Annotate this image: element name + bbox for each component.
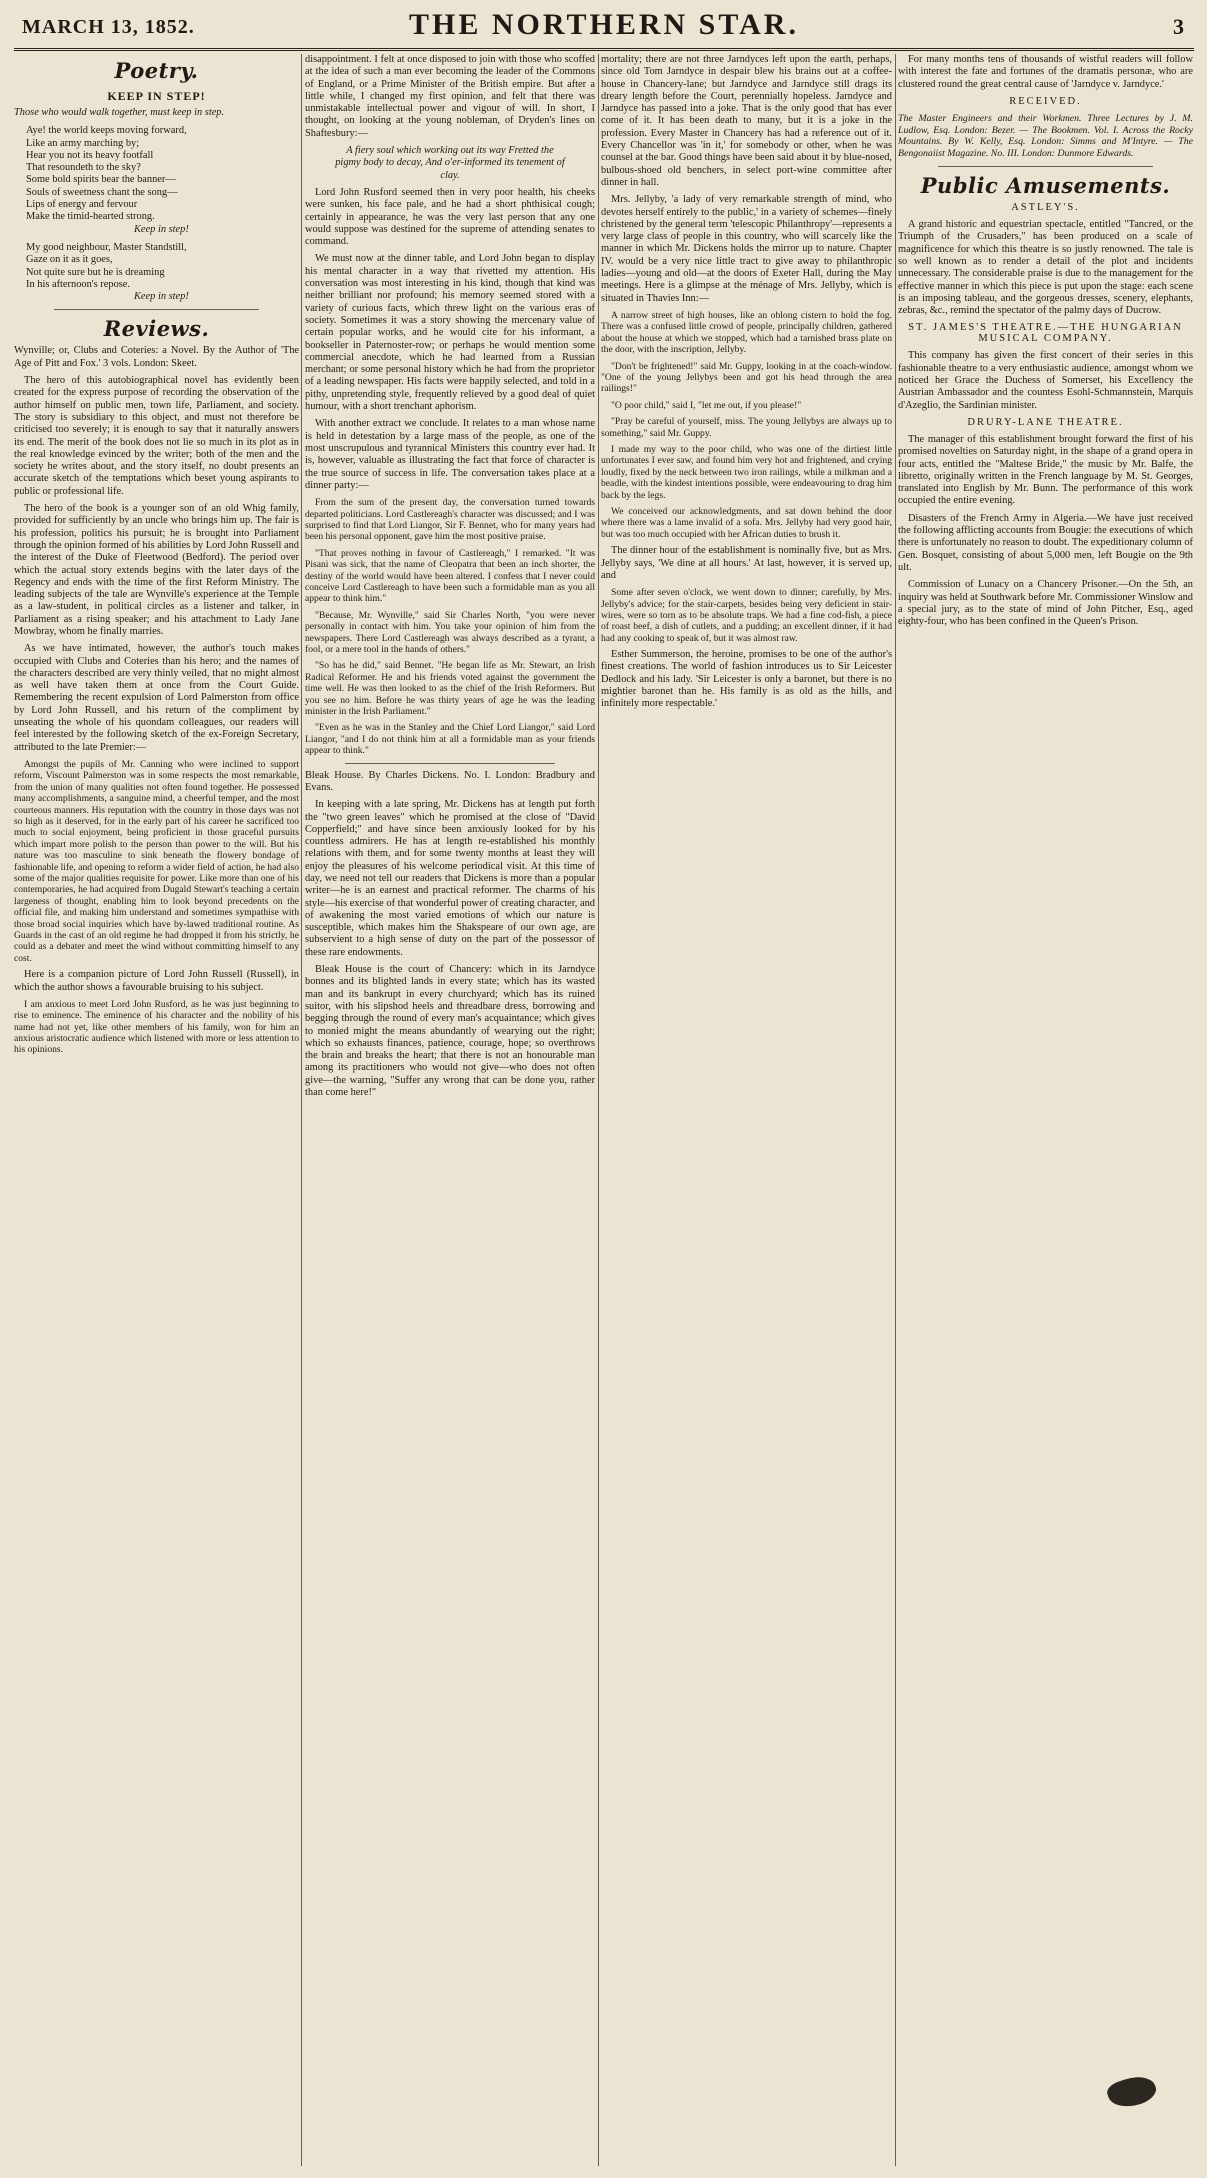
divider xyxy=(938,166,1153,167)
poem-line: Some bold spirits bear the banner— xyxy=(26,174,176,186)
article-paragraph: A grand historic and equestrian spectacle, entitled "Tancred, or the Triumph of the Crusaders," has been produced on a scale of magnificence for which this theatre is so justly renowned. The tale is so well known as to render a detail of the plot and incidents unnecessary. The considerable praise is due to the management for the effective manner in which this piece is put upon the stage: each scene is an imposing tableau, and the gorgeous dresses, scenery, elephants, zebras, &c., remind the spectator of the palmy days of Ducrow. xyxy=(898,219,1193,317)
article-paragraph: Here is a companion picture of Lord John Russell (Russell), in which the author shows a favourable bruising to his subject. xyxy=(14,969,299,993)
poem-line: My good neighbour, Master Standstill, xyxy=(26,241,187,253)
newspaper-title: THE NORTHERN STAR. xyxy=(409,8,799,41)
article-paragraph: Bleak House is the court of Chancery: which in its Jarndyce bonnes and its blighted lands in every state; which has its wasted man and its bankrupt in every churchyard; which has its ruined suitor, with his slipshod heels and threadbare dress, borrowing and begging through the round of every man's acquaintance; which gives to monied might the means abundantly of wearying out the right; which so exhausts finances, patience, courage, hope; so overthrows the brain and breaks the heart; that there is not an honourable man among its practitioners who would not give—who does not often give—the warning, "Suffer any wrong that can be done you, rather than come here!" xyxy=(305,964,595,1099)
article-paragraph: The hero of the book is a younger son of an old Whig family, provided for sufficiently by an uncle who brings him up. The fair is his profession, politics his pursuit; he is brought into Parliament through the opinion formed of his abilities by Lord John Russell and the interest of the Duke of Fleetwood (Bedford). The period over which the actual story extends begins with the later days of the Regency and ends with the time of the first Reform Ministry. The leading subjects of the tale are Wynville's experience at the Temple as a law-student, in political circles as a listener and talker, in Parliament as a rising speaker; and his attachment to Lady Jane Mowbray, whom he finally marries. xyxy=(14,503,299,637)
page-number: 3 xyxy=(1173,14,1184,39)
poetry-heading: Poetry. xyxy=(114,58,199,83)
poem-line: Gaze on it as it goes, xyxy=(26,254,113,266)
article-paragraph: "O poor child," said I, "let me out, if you please!" xyxy=(611,399,802,411)
column-rule xyxy=(895,54,896,2166)
article-paragraph: Lord John Rusford seemed then in very poor health, his cheeks were sunken, his face pale, and he had a short phthisical cough; certainly in appearance, he was the very last person that any one would suppose was destined for the supreme of attending senates to command. xyxy=(305,186,595,248)
divider xyxy=(54,309,259,310)
divider xyxy=(345,763,555,764)
poem-line: Hear you not its heavy footfall xyxy=(26,149,154,161)
review-title: Bleak House. By Charles Dickens. No. I. London: Bradbury and Evans. xyxy=(305,769,595,793)
poem-line: Like an army marching by; xyxy=(26,137,140,149)
article-paragraph: "That proves nothing in favour of Castlereagh," I remarked. "It was Pisani was sick, that the name of Cleopatra that been an inch shorter, the destiny of the world would have been altered. I confess that I never could conceive Lord Castlereagh to have been such a formidable man as you all appear to think him." xyxy=(305,547,595,605)
poem-line: Lips of energy and fervour xyxy=(26,199,138,211)
article-paragraph: In keeping with a late spring, Mr. Dickens has at length put forth the "two green leaves" which he promised at the close of "David Copperfield;" and have since been anxiously looked for by his countless admirers. He has at length re-established his monthly relations with them, and for some twenty months at least they will enjoy the pleasures of his welcome periodical visit. At this time of day, we need not tell our readers that Dickens is more than a popular writer—he is an earnest and practical reformer. The charms of his style—his exercise of that wonderful power of creating character, and of awakening the most varied emotions of which our nature is susceptible, which makes him the Shakspeare of our own age, are subservient to a high sense of duty on the part of the possessor of these rare endowments. xyxy=(305,799,595,958)
column-3 xyxy=(601,54,892,2166)
article-paragraph: Mrs. Jellyby, 'a lady of very remarkable strength of mind, who devotes herself entirely to the public,' in a variety of schemes—finely christened by the general term 'telescopic Philanthropy'—represents a very large class of people in this country, who will scarcely like the manner in which Mr. Dickens holds the mirror up to nature. Chapter IV. would be a very nice little tract to give away to philanthropic ladies—young and old—at the doors of Exeter Hall, during the May meetings. Here is a glimpse at the ménage of Mrs. Jellyby, which is situated in Thavies Inn:— xyxy=(601,194,892,304)
article-paragraph: For many months tens of thousands of wistful readers will follow with interest the fate and fortunes of the dramatis personæ, who are clustered round the great central cause of 'Jarndyce v. Jarndyce.' xyxy=(898,54,1193,90)
issue-date: MARCH 13, 1852. xyxy=(22,16,195,38)
article-paragraph: This company has given the first concert of their series in this fashionable theatre to a very enthusiastic audience, amongst whom we noticed her Grace the Duchess of Somerset, his Excellency the Austrian Ambassador and the countess Esohl-Schmannstein, Marquis d'Azeglio, the Sardinian minister. xyxy=(898,350,1193,411)
article-paragraph: "Because, Mr. Wynville," said Sir Charles North, "you were never personally in contact with him. You take your opinion of him from the newspapers. There Lord Castlereagh was always described as a tyrant, a fool, or a mere tool in the hands of others." xyxy=(305,609,595,655)
article-paragraph: "Even as he was in the Stanley and the Chief Lord Liangor," said Lord Liangor, "and I do not think him at all a formidable man as your friends appear to think." xyxy=(305,722,595,757)
st-james-heading: ST. JAMES'S THEATRE.—THE HUNGARIAN MUSICAL COMPANY. xyxy=(908,322,1183,345)
column-1 xyxy=(14,54,299,2166)
article-paragraph: We must now at the dinner table, and Lord John began to display his mental character in a way that rivetted my attention. His conversation was most interesting in his kind, though that kind was neither brilliant nor profound; his memory seemed stored with a variety of curious facts, which threw light on the various eras of society. Sometimes it was a story showing the mercenary value of certain popular works, and he would cite for his informant, a bookseller in Paternoster-row; or perhaps he would mention some commercial anecdote, which he had learned from a Russian merchant; or some personal history which he had from the proprietor of a leading newspaper. His facts were happily selected, and told in a pithy, unpretending style, frequently relieved by a good deal of quiet humour, with a short trenchant aphorism. xyxy=(305,253,595,413)
article-paragraph: "Don't be frightened!" said Mr. Guppy, looking in at the coach-window. "One of the young Jellybys been and got his head through the area railings!" xyxy=(601,360,892,395)
article-paragraph: Commission of Lunacy on a Chancery Prisoner.—On the 5th, an inquiry was held at Southwark before Mr. Commissioner Winslow and a special jury, as to the state of mind of John Pitcher, Esq., aged eighty-four, who has been confined in the Queen's Prison. xyxy=(898,579,1193,628)
article-paragraph: I made my way to the poor child, who was one of the dirtiest little unfortunates I ever saw, and found him very hot and frightened, and crying loudly, fixed by the neck between two iron railings, while a milkman and a beadle, with the kindest intentions possible, were endeavouring to drag him back by the legs. xyxy=(601,444,892,501)
article-paragraph: From the sum of the present day, the conversation turned towards departed politicians. Lord Castlereagh's character was discussed; and I was surprised to find that Lord Liangor, Sir F. Bennet, who for many years had been his personal opponent, gave him the most positive praise. xyxy=(305,497,595,543)
article-paragraph: "So has he did," said Bennet. "He began life as Mr. Stewart, an Irish Radical Reformer. He and his friends voted against the government the time well. He was then looked to as the chief of the Irish Reformers. But you see no him. Before he was thirty years of age he was the leading minister in the Irish Parliament." xyxy=(305,660,595,717)
column-4-content xyxy=(898,54,1193,2166)
column-rule xyxy=(301,54,302,2166)
article-paragraph: disappointment. I felt at once disposed to join with those who scoffed at the idea of such a man ever becoming the leader of the Commons of England, or a Prime Minister of the British empire. But after a little while, I changed my first opinion, and felt that there was unmistakable intellectual power and vigour of will. In short, I thought, on looking at the young nobleman, of Dryden's lines on Shaftesbury:— xyxy=(305,54,595,139)
poem-line: Not quite sure but he is dreaming xyxy=(26,266,165,278)
masthead xyxy=(14,4,1194,51)
poem-line: In his afternoon's repose. xyxy=(26,278,131,290)
article-paragraph: The manager of this establishment brought forward the first of his promised novelties on Saturday night, in the shape of a grand opera in four acts, entitled the "Maltese Bride," the music by Mr. Balfe, the libretto, originally written in the French language by M. St. Georges, translated into English by Mr. Bunn. The performance of this work occupied the entire evening. xyxy=(898,433,1193,507)
article-paragraph: With another extract we conclude. It relates to a man whose name is held in detestation by a large mass of the people, as one of the most unscrupulous and tyrannical Ministers this country ever had. It is, however, valuable as illustrating the fact that force of character is the true source of success in life. The conversation takes place at a dinner party:— xyxy=(305,418,595,491)
public-amusements-heading: Public Amusements. xyxy=(920,173,1171,199)
poem-epigraph: Those who would walk together, must keep in step. xyxy=(14,107,225,118)
poem-line: Make the timid-hearted strong. xyxy=(26,211,155,223)
article-paragraph: The dinner hour of the establishment is nominally five, but as Mrs. Jellyby says, 'We dine at all hours.' At last, however, it is served up, and xyxy=(601,545,892,581)
article-paragraph: Amongst the pupils of Mr. Canning who were inclined to support reform, Viscount Palmerston was in some respects the most remarkable, from the union of many qualities not often found together. He possessed many accomplishments, a sanguine mind, a cheerful temper, and the most courteous manners. His reputation with the country in those days was not so high as it deserved, for in the early part of his career he sacrificed too much to social enjoyment, being proficient in those graceful pursuits which impart more polish to the person than power to the will. But his nature was too masculine to sink beneath the flowery bondage of fashionable life, and opening to reform a wider field of action, he had also some of the major qualities requisite for power. Like more than one of his contemporaries, he had acquired from Dugald Stewart's teaching a certain largeness of thought, enabling him to look beyond precedents on the official file, and making him understand and sometimes sympathise with those broad social inquiries which have by-lawed traditional routine. As Guards in the cast of an old regime he had dropped it from his strictly, he could as a debater and meet the wind without committing himself to any cost. xyxy=(14,758,299,964)
poem-refrain: Keep in step! xyxy=(134,223,189,235)
article-paragraph: We conceived our acknowledgments, and sat down behind the door where there was a lame invalid of a sofa. Mrs. Jellyby had very good hair, but was too much occupied with her African duties to brush it. xyxy=(601,506,892,540)
review-title: Wynville; or, Clubs and Coteries: a Novel. By the Author of 'The Age of Pitt and Fox.' 3 vols. London: Skeet. xyxy=(14,345,299,369)
article-paragraph: Disasters of the French Army in Algeria.—We have just received the following afflicting accounts from Bougie: the executions of which there is unfortunately no reason to doubt. The expeditionary column of Gen. Bosquet, consisting of about 5,000 men, left Bougie on the 9th ult. xyxy=(898,512,1193,573)
poem-line: Aye! the world keeps moving forward, xyxy=(26,125,187,137)
reviews-heading: Reviews. xyxy=(103,316,210,342)
column-rule xyxy=(598,54,599,2166)
article-paragraph: As we have intimated, however, the author's touch makes occupied with Clubs and Coteries than his hero; and the names of the characters described are very thinly veiled, that no might almost as well have taken them at once from the Court Guide. Remembering the recent expulsion of Lord Palmerston from office by Lord John Russell, and his return of the compliment by unseating the whole of his quondam colleagues, our readers will feel interested by the following sketch of the ex-Foreign Secretary, attributed to the late Premier:— xyxy=(14,643,299,753)
article-paragraph: Esther Summerson, the heroine, promises to be one of the author's finest creations. The world of fashion introduces us to Sir Leicester Dedlock and his lady. 'Sir Leicester is only a baronet, but there is no mightier baronet than he. His family is as old as the hills, and infinitely more respectable.' xyxy=(601,649,892,710)
poem-title: KEEP IN STEP! xyxy=(107,89,206,103)
received-list: The Master Engineers and their Workmen. Three Lectures by J. M. Ludlow, Esq. London: Bezer. — The Bookmen. Vol. I. Across the Rocky Mountains. By W. Kelly, Esq. London: Simms and M'Intyre. — The Bengonaiist Magazine. No. III. London: Dunmore Edwards. xyxy=(898,112,1193,160)
article-paragraph: I am anxious to meet Lord John Rusford, as he was just beginning to rise to eminence. The eminence of his character and the nobility of his name had not yet, like other members of his family, won for him an anxious aristocratic audience which listened with more or less attention to his opinions. xyxy=(14,998,299,1056)
article-paragraph: The hero of this autobiographical novel has evidently been created for the express purpose of recording the observation of the author himself on public men, town life, Parliament, and society. The story is subsidiary to this object, and must not therefore be criticised too severely; it is enough to say that it naturally answers its end. The merit of the book does not lie so much in its plot as in the real knowledge evinced by the writer; both of the men and the society he writes about, and the story itself, no doubt presents an accurate sketch of the temptations which beset young aspirants to public or professional life. xyxy=(14,375,299,497)
column-2 xyxy=(305,54,595,2166)
poem-refrain: Keep in step! xyxy=(134,291,189,303)
article-paragraph: A narrow street of high houses, like an oblong cistern to hold the fog. There was a confused little crowd of people, principally children, gathered about the house at which we stopped, which had a tarnished brass plate on the door, with the inscription, Jellyby. xyxy=(601,309,892,356)
article-paragraph: Some after seven o'clock, we went down to dinner; carefully, by Mrs. Jellyby's advice; for the stair-carpets, besides being very deficient in stair-wires, were so torn as to be absolute traps. We had a fine cod-fish, a piece of roast beef, a dish of cutlets, and a pudding; an excellent dinner, if it had had any cooking to speak of, but it was almost raw. xyxy=(601,587,892,644)
drury-lane-heading: DRURY-LANE THEATRE. xyxy=(967,416,1124,428)
article-paragraph: "Pray be careful of yourself, miss. The young Jellybys are always up to something," said Mr. Guppy. xyxy=(601,416,892,439)
poem-line: Souls of sweetness chant the song— xyxy=(26,186,178,198)
astleys-heading: ASTLEY'S. xyxy=(1011,202,1080,214)
poem xyxy=(14,107,299,303)
article-paragraph: mortality; there are not three Jarndyces left upon the earth, perhaps, since old Tom Jarndyce in despair blew his brains out at a coffee-house in Chancery-lane; but Jarndyce and Jarndyce still drags its dreary length before the Court, perennially hopeless. Jarndyce and Jarndyce has passed into a joke. That is the only good that has ever come of it. It has been death to many, but it is a joke in the profession. Every Master in Chancery has had a reference out of it. Every Chancellor was 'in it,' for somebody or other, when he was counsel at the bar. Good things have been said about it by blue-nosed, bulbous-shoed old benchers, in select port-wine committee after dinner in hall. xyxy=(601,54,892,188)
verse-quote: A fiery soul which working out its way Fretted the pigmy body to decay, And o'er-informed its tenement of clay. xyxy=(335,145,565,181)
received-heading: RECEIVED. xyxy=(1009,95,1082,107)
poem-line: That resoundeth to the sky? xyxy=(26,162,141,174)
